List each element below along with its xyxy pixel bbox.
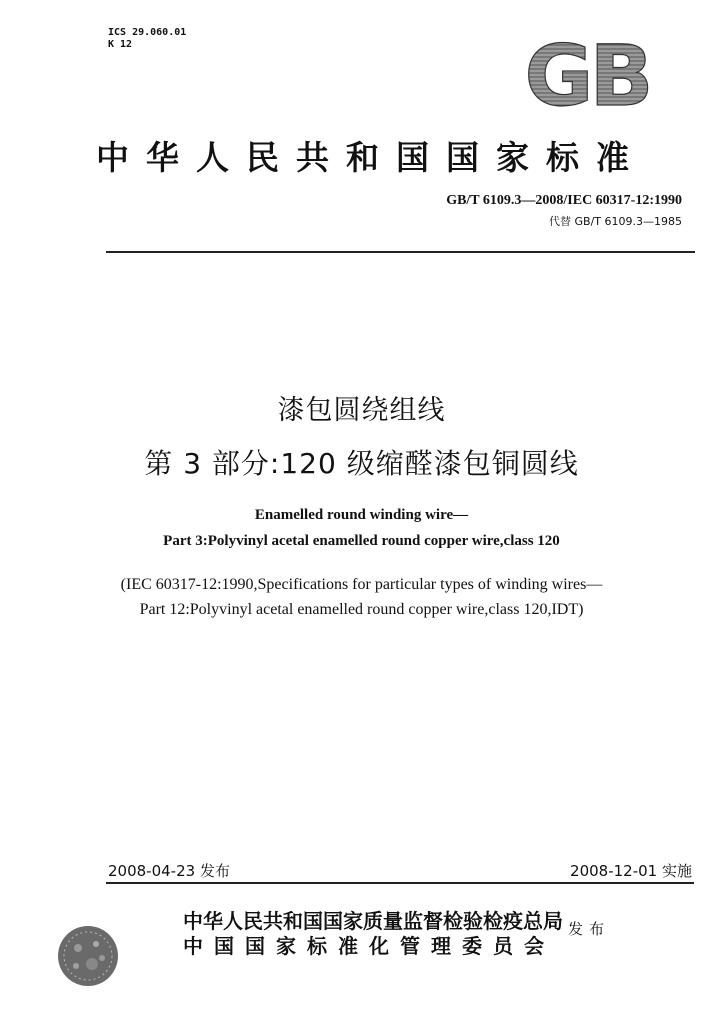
iec-equivalence-line2: Part 12:Polyvinyl acetal enamelled round copper wire,class 120,IDT) — [139, 601, 584, 618]
iec-equivalence-line1: (IEC 60317-12:1990,Specifications for particular types of winding wires— — [120, 576, 603, 593]
issue-date: 2008-04-23 发布 — [108, 862, 230, 880]
implementation-date: 2008-12-01 实施 — [570, 862, 692, 880]
standard-number: GB/T 6109.3—2008/IEC 60317-12:1990 — [446, 193, 682, 208]
logo-text: GB — [524, 39, 650, 113]
ics-classification — [108, 27, 186, 51]
official-seal-icon — [56, 924, 120, 988]
gb-logo — [512, 39, 662, 113]
top-divider — [106, 251, 695, 253]
publish-label: 发布 — [568, 920, 611, 938]
replaced-standard: 代替 GB/T 6109.3—1985 — [549, 215, 682, 228]
title-english-part: Part 3:Polyvinyl acetal enamelled round copper wire,class 120 — [163, 533, 560, 549]
title-english-main: Enamelled round winding wire— — [254, 507, 469, 523]
class-code: K 12 — [108, 39, 133, 50]
organization-title: 中华人民共和国国家标准 — [96, 138, 646, 177]
title-chinese-part: 第 3 部分:120 级缩醛漆包铜圆线 — [144, 447, 579, 480]
issuer-aqsiq: 中华人民共和国国家质量监督检验检疫总局 — [183, 909, 563, 933]
bottom-divider — [106, 882, 694, 884]
issuer-sac: 中国国家标准化管理委员会 — [183, 934, 555, 958]
ics-code: ICS 29.060.01 — [108, 27, 187, 38]
title-chinese-main: 漆包圆绕组线 — [277, 395, 446, 426]
